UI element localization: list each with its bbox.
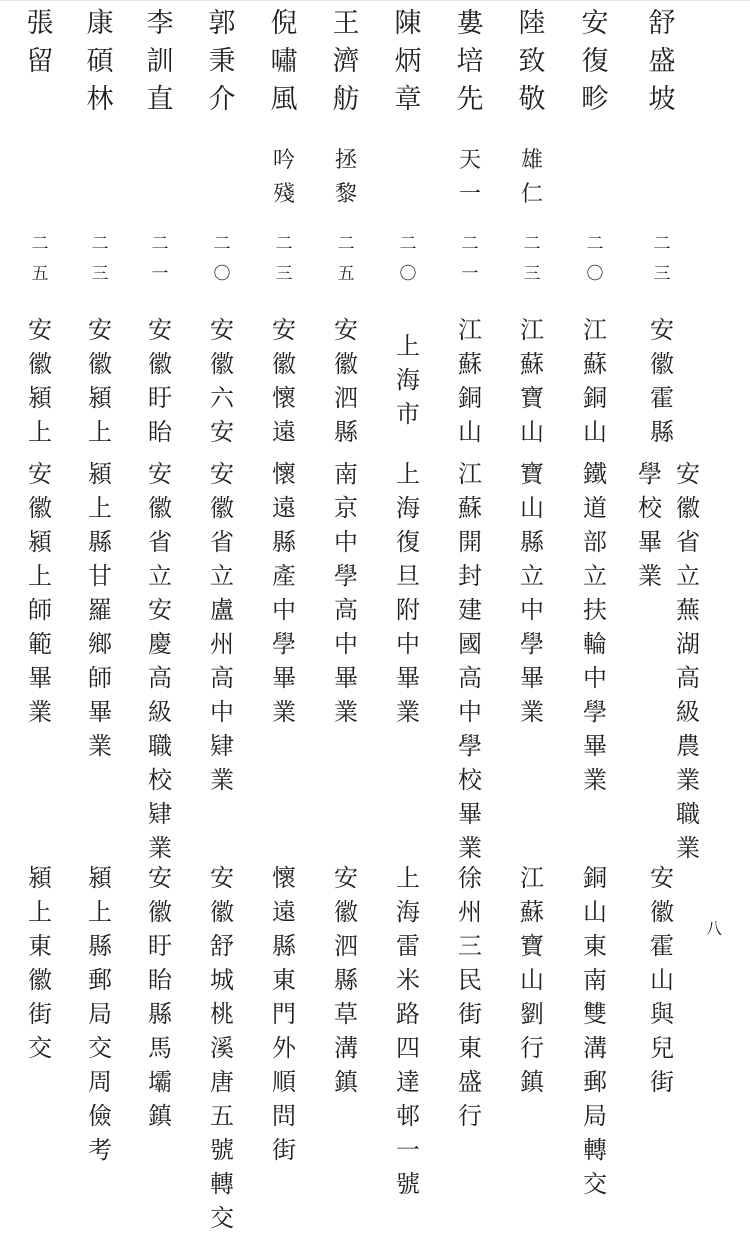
entry-origin: 安 徽 懷 遠: [272, 316, 296, 446]
entry-education: 潁 上 縣 甘 羅 鄉 師 畢 業: [88, 460, 112, 760]
entry-origin: 安 徽 泗 縣: [334, 316, 358, 446]
entry-name: 安 復 畛: [581, 8, 609, 115]
entry-education: 寶 山 縣 立 中 學 畢 業: [520, 460, 544, 726]
entry-education: 南 京 中 學 高 中 畢 業: [334, 460, 358, 726]
entry-address: 安 徽 霍 山 與 兒 街: [650, 864, 674, 1096]
entry-age: 二 三: [523, 234, 541, 284]
entry-age: 二 一: [151, 234, 169, 284]
entry-name: 陸 致 敬: [518, 8, 546, 115]
entry-address: 江 蘇 寶 山 劉 行 鎮: [520, 864, 544, 1096]
entry-address: 潁 上 東 徽 街 交: [28, 864, 52, 1062]
entry-origin: 安 徽 潁 上: [28, 316, 52, 446]
entry-origin: 安 徽 潁 上: [88, 316, 112, 446]
entry-name: 陳 炳 章: [394, 8, 422, 115]
entry-name: 張 留: [26, 8, 54, 77]
entry-origin: 上 海 市: [396, 332, 420, 428]
entry-alias: 拯 黎: [334, 148, 357, 207]
entry-age: 二 〇: [213, 234, 231, 284]
entry-address: 安 徽 舒 城 桃 溪 唐 五 號 轉 交: [210, 864, 234, 1232]
entry-origin: 安 徽 霍 縣: [650, 316, 674, 446]
entry-age: 二 〇: [586, 234, 604, 284]
entry-education: 安 徽 潁 上 師 範 畢 業: [28, 460, 52, 726]
entry-origin: 安 徽 盱 眙: [148, 316, 172, 446]
entry-name: 王 濟 舫: [332, 8, 360, 115]
entry-education: 鐵 道 部 立 扶 輪 中 學 畢 業: [583, 460, 607, 794]
entry-address: 安 徽 泗 縣 草 溝 鎮: [334, 864, 358, 1096]
entry-address: 徐 州 三 民 街 東 盛 行: [458, 864, 482, 1130]
entry-education: 安 徽 省 立 盧 州 高 中 肄 業: [210, 460, 234, 794]
entry-name: 倪 嘯 風: [270, 8, 298, 115]
entry-address: 上 海 雷 米 路 四 達 邨 一 號: [396, 864, 420, 1198]
entry-age: 二 五: [31, 234, 49, 284]
page-number: 八: [706, 919, 723, 938]
entry-education: 上 海 復 旦 附 中 畢 業: [396, 460, 420, 726]
entry-education: 安 徽 省 立 安 慶 高 級 職 校 肄 業: [148, 460, 172, 862]
top-rule: [0, 0, 750, 1]
entry-address: 潁 上 縣 郵 局 交 周 儉 考: [88, 864, 112, 1164]
entry-name: 郭 秉 介: [208, 8, 236, 115]
entry-education: 懷 遠 縣 產 中 學 畢 業: [272, 460, 296, 726]
entry-address: 銅 山 東 南 雙 溝 郵 局 轉 交: [583, 864, 607, 1198]
entry-origin: 江 蘇 銅 山: [458, 316, 482, 446]
entry-age: 二 三: [275, 234, 293, 284]
entry-age: 二 三: [653, 234, 671, 284]
entry-name: 康 碩 林: [86, 8, 114, 115]
entry-alias: 吟 殘: [272, 148, 295, 207]
entry-name: 李 訓 直: [146, 8, 174, 115]
entry-origin: 安 徽 六 安: [210, 316, 234, 446]
entry-age: 二 一: [461, 234, 479, 284]
entry-origin: 江 蘇 銅 山: [583, 316, 607, 446]
entry-name: 舒 盛 坡: [648, 8, 676, 115]
entry-education: 江 蘇 開 封 建 國 高 中 學 校 畢 業: [458, 460, 482, 862]
entry-age: 二 三: [91, 234, 109, 284]
entry-age: 二 〇: [399, 234, 417, 284]
entry-age: 二 五: [337, 234, 355, 284]
entry-origin: 江 蘇 寶 山: [520, 316, 544, 446]
entry-education: 安 徽 省 立 蕪 湖 高 級 農 業 職 業: [676, 460, 700, 862]
entry-name: 婁 培 先: [456, 8, 484, 115]
entry-address: 安 徽 盱 眙 縣 馬 壩 鎮: [148, 864, 172, 1130]
entry-alias: 雄 仁: [520, 148, 543, 207]
entry-address: 懷 遠 縣 東 門 外 順 問 街: [272, 864, 296, 1164]
entry-alias: 天 一: [458, 148, 481, 207]
entry-education: 學 校 畢 業: [638, 460, 662, 590]
